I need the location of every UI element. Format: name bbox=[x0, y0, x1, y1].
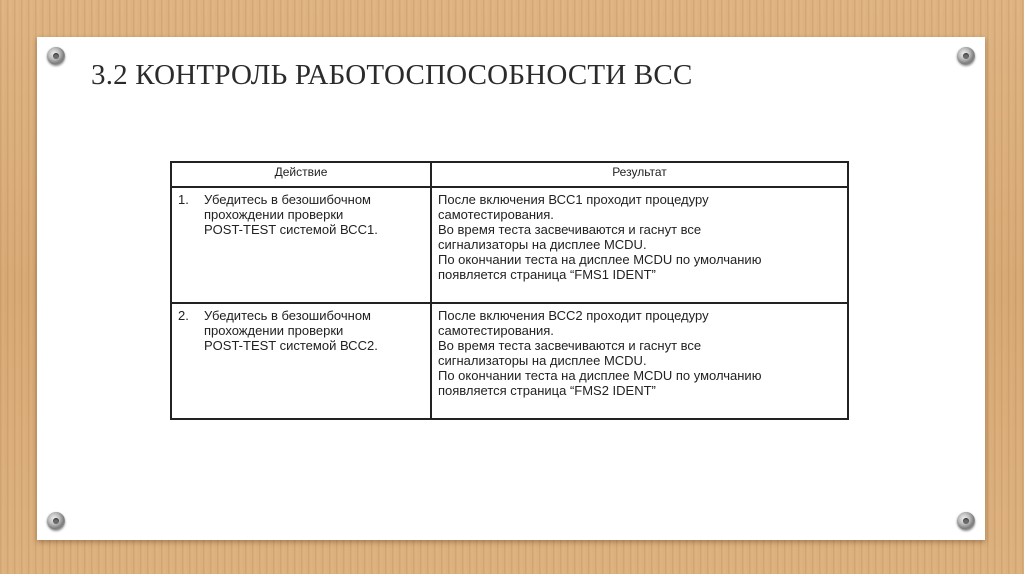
slide bbox=[37, 37, 985, 540]
pushpin-icon bbox=[957, 512, 975, 530]
header-result: Результат bbox=[431, 162, 848, 187]
header-action: Действие bbox=[171, 162, 431, 187]
pushpin-icon bbox=[957, 47, 975, 65]
pushpin-icon bbox=[47, 512, 65, 530]
table-header-row bbox=[171, 162, 848, 187]
pushpin-icon bbox=[47, 47, 65, 65]
table-row bbox=[171, 303, 848, 419]
slide-title: 3.2 КОНТРОЛЬ РАБОТОСПОСОБНОСТИ ВСС bbox=[91, 59, 693, 91]
action-text: Убедитесь в безошибочном прохождении проверки POST-TEST системой ВСС2. bbox=[204, 308, 378, 353]
action-cell bbox=[171, 303, 431, 419]
result-text: После включения ВСС1 проходит процедуру самотестирования. Во время теста засвечиваются и гаснут все сигнализаторы на дисплее MCDU. По окончании теста на дисплее MCDU по умолчанию появляется страница “FMS1 IDENT” bbox=[438, 192, 762, 282]
result-cell bbox=[431, 187, 848, 303]
action-cell bbox=[171, 187, 431, 303]
check-table bbox=[170, 161, 849, 420]
result-cell bbox=[431, 303, 848, 419]
row-number: 1. bbox=[178, 192, 189, 207]
table-row bbox=[171, 187, 848, 303]
row-number: 2. bbox=[178, 308, 189, 323]
result-text: После включения ВСС2 проходит процедуру самотестирования. Во время теста засвечиваются и гаснут все сигнализаторы на дисплее MCDU. По окончании теста на дисплее MCDU по умолчанию появляется страница “FMS2 IDENT” bbox=[438, 308, 762, 398]
action-text: Убедитесь в безошибочном прохождении проверки POST-TEST системой ВСС1. bbox=[204, 192, 378, 237]
